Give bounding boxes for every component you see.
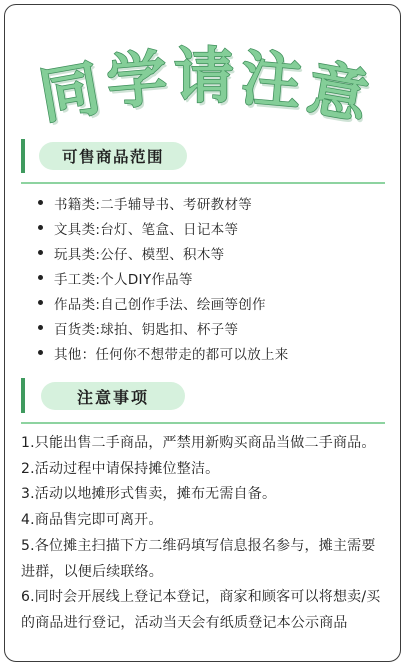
section-heading-pill [39, 142, 187, 170]
bullet-icon [38, 225, 43, 230]
list-item-text: 百货类:球拍、钥匙扣、杯子等 [54, 321, 239, 338]
section-divider [21, 422, 385, 424]
notice-title [34, 42, 374, 133]
section-heading-sellable-items: 可售商品范围 [61, 148, 164, 166]
list-item-text: 手工类:个人DIY作品等 [54, 271, 193, 288]
section-heading-notes: 注意事项 [76, 387, 149, 407]
bullet-icon [38, 250, 43, 255]
list-item-text: 玩具类:公仔、模型、积木等 [54, 246, 225, 263]
rule-item: 2.活动过程中请保持摊位整洁。 [21, 460, 220, 477]
rule-item: 5.各位摊主扫描下方二维码填写信息报名参与，摊主需要进群，以便后续联络。 [21, 537, 376, 580]
rule-item: 6.同时会开展线上登记本登记，商家和顾客可以将想卖/买的商品进行登记，活动当天会有纸质登记本公示商品 [21, 589, 381, 631]
list-item [38, 340, 378, 365]
list-item [38, 240, 378, 265]
list-item [38, 190, 378, 215]
section-accent-bar [21, 139, 25, 173]
title-char: 同 [34, 53, 106, 133]
section-accent-bar [21, 378, 25, 413]
bullet-icon [38, 200, 43, 205]
list-item-text: 其他：任何你不想带走的都可以放上来 [54, 346, 289, 363]
title-char: 学 [104, 43, 170, 119]
title-char: 请 [174, 42, 234, 112]
list-item [38, 265, 378, 290]
rules-list [21, 431, 387, 637]
sellable-items-list [38, 190, 378, 365]
section-divider [21, 182, 385, 184]
list-item [38, 290, 378, 315]
bullet-icon [38, 275, 43, 280]
list-item-text: 作品类:自己创作手法、绘画等创作 [54, 296, 266, 313]
list-item [38, 315, 378, 340]
section-heading-pill [41, 382, 185, 410]
list-item-text: 书籍类:二手辅导书、考研教材等 [54, 196, 253, 213]
bullet-icon [38, 350, 43, 355]
bullet-icon [38, 300, 43, 305]
title-char: 注 [238, 43, 304, 119]
rule-item: 4.商品售完即可离开。 [21, 512, 163, 529]
notice-card [4, 4, 401, 662]
rule-item: 1.只能出售二手商品，严禁用新购买商品当做二手商品。 [21, 435, 376, 451]
list-item [38, 215, 378, 240]
rule-item: 3.活动以地摊形式售卖，摊布无需自备。 [21, 486, 277, 503]
list-item-text: 文具类:台灯、笔盒、日记本等 [54, 221, 239, 238]
title-char: 意 [302, 53, 374, 133]
bullet-icon [38, 325, 43, 330]
